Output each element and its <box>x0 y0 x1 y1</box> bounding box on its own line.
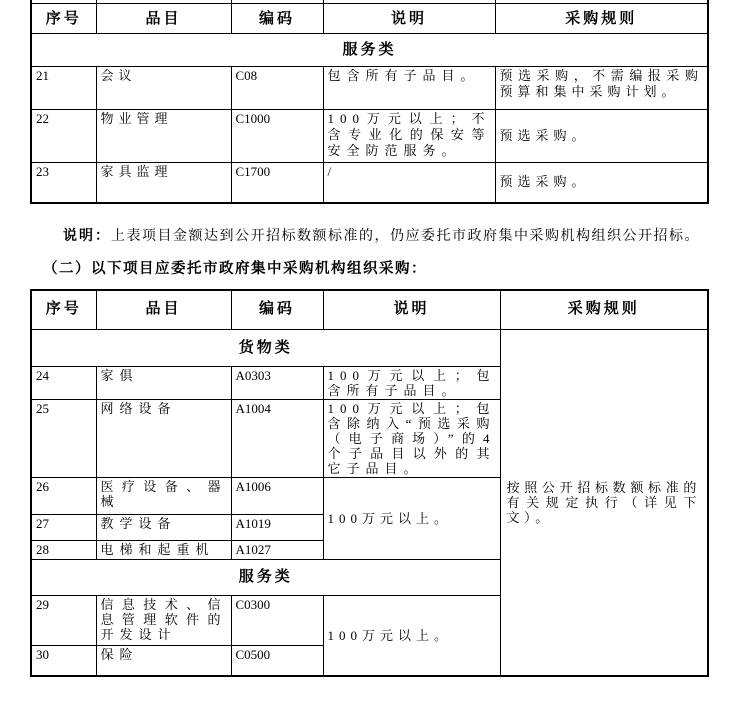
serial-cell: 28 <box>31 541 96 560</box>
serial-cell: 22 <box>31 110 96 163</box>
service-category-label: 服务类 <box>31 34 708 67</box>
serial-cell: 26 <box>31 478 96 515</box>
table1-header-row <box>31 4 708 34</box>
description-cell: 100万元以上；包含所有子品目。 <box>323 367 500 400</box>
goods-category-label: 货物类 <box>31 330 500 367</box>
code-cell: A1027 <box>231 541 323 560</box>
item-cell: 家具监理 <box>96 163 231 203</box>
item-cell: 物业管理 <box>96 110 231 163</box>
col-header-code: 编码 <box>231 4 323 34</box>
col-header-serial: 序号 <box>31 290 96 330</box>
serial-cell: 21 <box>31 67 96 110</box>
col-header-description: 说明 <box>323 290 500 330</box>
serial-cell: 29 <box>31 596 96 646</box>
serial-cell: 30 <box>31 646 96 676</box>
serial-cell: 24 <box>31 367 96 400</box>
merged-rule-cell: 按照公开招标数额标准的有关规定执行（详见下文）。 <box>500 330 708 676</box>
code-cell: A1019 <box>231 515 323 541</box>
code-cell: A0303 <box>231 367 323 400</box>
centralized-procurement-table <box>30 289 709 677</box>
code-cell: A1004 <box>231 400 323 478</box>
serial-cell: 25 <box>31 400 96 478</box>
col-header-item: 品目 <box>96 290 231 330</box>
merged-description-cell: 100万元以上。 <box>323 478 500 560</box>
col-header-description: 说明 <box>323 4 495 34</box>
item-cell: 会议 <box>96 67 231 110</box>
item-cell: 医疗设备、器械 <box>96 478 231 515</box>
service-category-table <box>30 0 709 204</box>
description-cell: / <box>323 163 495 203</box>
note-paragraph <box>30 220 710 254</box>
table-row <box>31 110 708 163</box>
note-label: 说明： <box>63 228 111 244</box>
code-cell: C08 <box>231 67 323 110</box>
services-category-label: 服务类 <box>31 560 500 596</box>
note-text: 上表项目金额达到公开招标数额标准的，仍应委托市政府集中采购机构组织公开招标。 <box>111 228 700 244</box>
rule-cell: 预选采购。 <box>495 110 708 163</box>
col-header-code: 编码 <box>231 290 323 330</box>
item-cell: 教学设备 <box>96 515 231 541</box>
rule-cell: 预选采购，不需编报采购预算和集中采购计划。 <box>495 67 708 110</box>
description-cell: 包含所有子品目。 <box>323 67 495 110</box>
section-2-heading: （二）以下项目应委托市政府集中采购机构组织采购： <box>43 260 427 277</box>
service-category-row <box>31 34 708 67</box>
item-cell: 保险 <box>96 646 231 676</box>
table2-header-row <box>31 290 708 330</box>
goods-category-row <box>31 330 708 367</box>
col-header-serial: 序号 <box>31 4 96 34</box>
code-cell: C1700 <box>231 163 323 203</box>
description-cell: 100万元以上；不含专业化的保安等安全防范服务。 <box>323 110 495 163</box>
merged-description-cell: 100万元以上。 <box>323 596 500 676</box>
description-cell: 100万元以上；包含除纳入“预选采购（电子商场）”的4个子品目以外的其它子品目。 <box>323 400 500 478</box>
serial-cell: 23 <box>31 163 96 203</box>
code-cell: C0300 <box>231 596 323 646</box>
item-cell: 电梯和起重机 <box>96 541 231 560</box>
item-cell: 家俱 <box>96 367 231 400</box>
serial-cell: 27 <box>31 515 96 541</box>
col-header-rule: 采购规则 <box>500 290 708 330</box>
item-cell: 网络设备 <box>96 400 231 478</box>
code-cell: A1006 <box>231 478 323 515</box>
table-row <box>31 163 708 203</box>
table-row <box>31 67 708 110</box>
item-cell: 信息技术、信息管理软件的开发设计 <box>96 596 231 646</box>
col-header-item: 品目 <box>96 4 231 34</box>
col-header-rule: 采购规则 <box>495 4 708 34</box>
code-cell: C0500 <box>231 646 323 676</box>
rule-cell: 预选采购。 <box>495 163 708 203</box>
code-cell: C1000 <box>231 110 323 163</box>
